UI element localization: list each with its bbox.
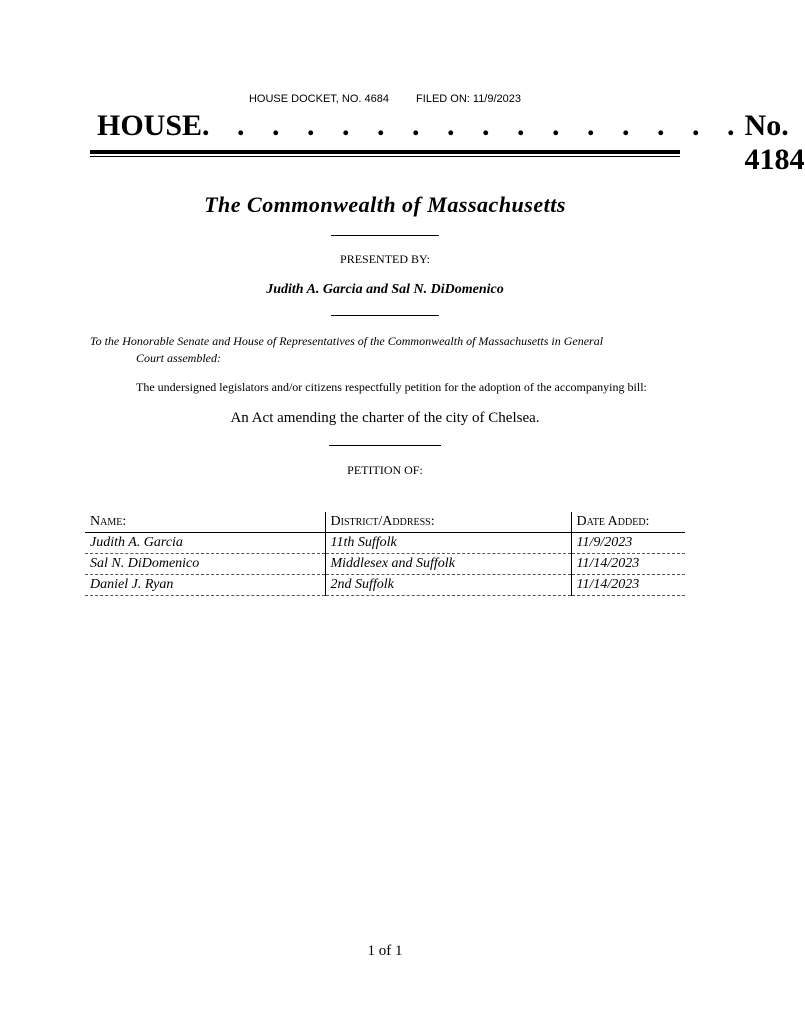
presented-by-label: PRESENTED BY: <box>340 252 430 266</box>
sponsors: Judith A. Garcia and Sal N. DiDomenico <box>266 282 504 297</box>
address-line-2: Court assembled: <box>136 351 221 365</box>
bill-heading <box>97 109 805 176</box>
docket-number: HOUSE DOCKET, NO. 4684 <box>248 93 389 105</box>
column-header-district: District/Address: <box>325 512 571 533</box>
petition-of-label: PETITION OF: <box>347 463 423 477</box>
commonwealth-title: The Commonwealth of Massachusetts <box>204 192 566 217</box>
petitioner-date: 11/9/2023 <box>571 533 685 554</box>
petitioner-date: 11/14/2023 <box>571 575 685 596</box>
leader-dots: . . . . . . . . . . . . . . . . <box>202 109 745 142</box>
bill-title: An Act amending the charter of the city of Chelsea. <box>230 410 540 426</box>
divider-rule <box>331 315 439 316</box>
petitioner-district: 2nd Suffolk <box>325 575 571 596</box>
address-clause <box>90 333 650 367</box>
chamber-label: HOUSE <box>97 109 203 142</box>
heading-rule-thick <box>90 150 680 154</box>
divider-rule <box>329 445 441 446</box>
column-header-name: Name: <box>85 512 325 533</box>
petitioner-name: Judith A. Garcia <box>85 533 325 554</box>
petitioner-date: 11/14/2023 <box>571 554 685 575</box>
address-line-1: To the Honorable Senate and House of Representatives of the Commonwealth of Massachusetts in General <box>90 334 604 348</box>
table-row <box>85 554 685 575</box>
petitioner-district: Middlesex and Suffolk <box>325 554 571 575</box>
petition-text: The undersigned legislators and/or citizens respectfully petition for the adoption of the accompanying bill: <box>136 380 647 394</box>
page-number: 1 of 1 <box>367 943 403 959</box>
petitioner-name: Daniel J. Ryan <box>85 575 325 596</box>
table-row <box>85 533 685 554</box>
bill-number: No. 4184 <box>744 109 805 176</box>
petitioner-name: Sal N. DiDomenico <box>85 554 325 575</box>
table-row <box>85 575 685 596</box>
divider-rule <box>331 235 439 236</box>
filed-date: FILED ON: 11/9/2023 <box>416 93 522 105</box>
petitioner-district: 11th Suffolk <box>325 533 571 554</box>
heading-rule-thin <box>90 156 680 157</box>
column-header-date: Date Added: <box>571 512 685 533</box>
table-header-row <box>85 512 685 533</box>
docket-line <box>0 93 770 105</box>
petitioners-table <box>85 512 685 596</box>
